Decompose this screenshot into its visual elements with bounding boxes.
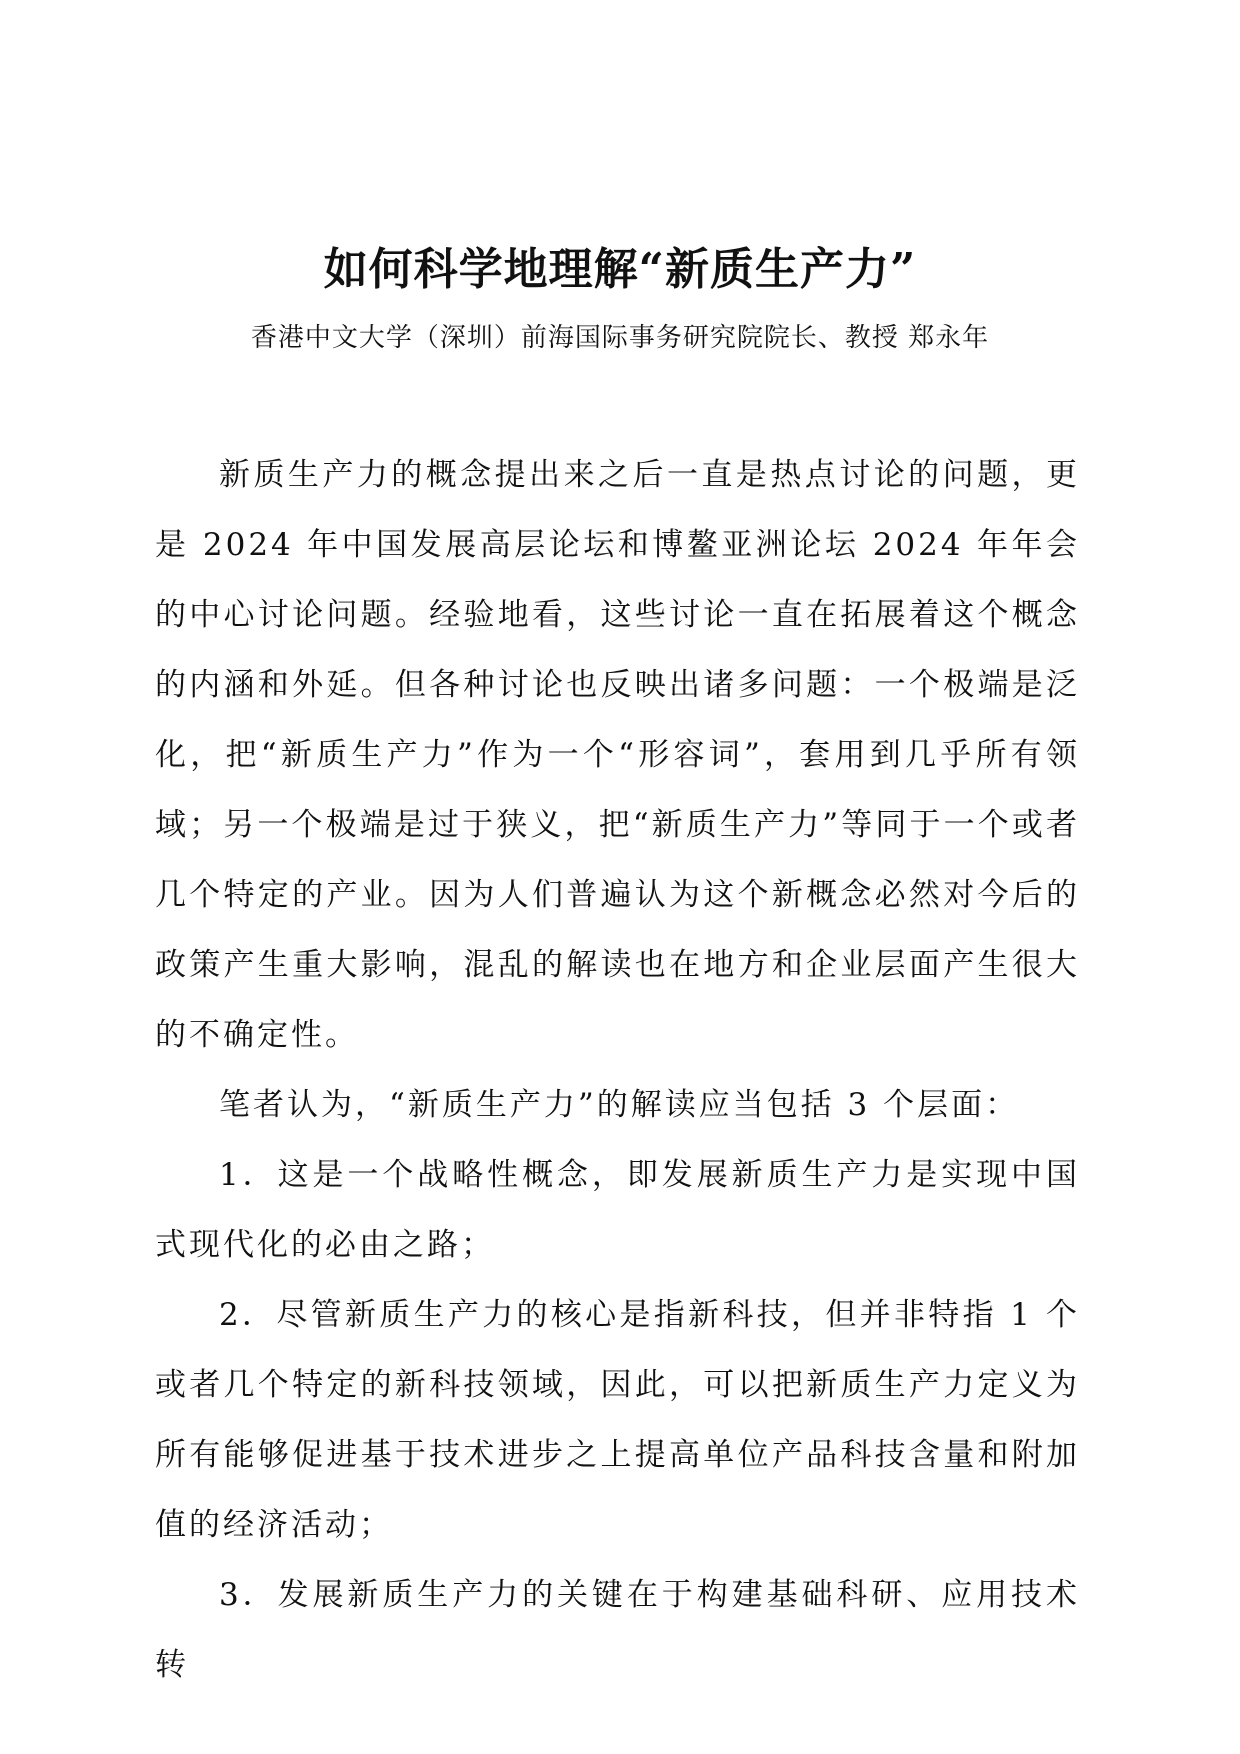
list-item-3: 3．发展新质生产力的关键在于构建基础科研、应用技术转 xyxy=(155,1577,1080,1683)
author-byline: 香港中文大学（深圳）前海国际事务研究院院长、教授 郑永年 xyxy=(250,323,990,353)
list-item-1: 1．这是一个战略性概念，即发展新质生产力是实现中国式现代化的必由之路； xyxy=(155,1157,1080,1263)
article-title: 如何科学地理解“新质生产力” xyxy=(323,244,917,295)
paragraph-thesis: 笔者认为，“新质生产力”的解读应当包括 3 个层面： xyxy=(219,1087,1020,1123)
list-item-2: 2．尽管新质生产力的核心是指新科技，但并非特指 1 个或者几个特定的新科技领域，因此，可以把新质生产力定义为所有能够促进基于技术进步之上提高单位产品科技含量和附加值的经济活动； xyxy=(155,1297,1080,1543)
paragraph-intro: 新质生产力的概念提出来之后一直是热点讨论的问题，更是 2024 年中国发展高层论坛和博鳌亚洲论坛 2024 年年会的中心讨论问题。经验地看，这些讨论一直在拓展着这个概念的内涵和外延。但各种讨论也反映出诸多问题：一个极端是泛化，把“新质生产力”作为一个“形容词”，套用到几乎所有领域；另一个极端是过于狭义，把“新质生产力”等同于一个或者几个特定的产业。因为人们普遍认为这个新概念必然对今后的政策产生重大影响，混乱的解读也在地方和企业层面产生很大的不确定性。 xyxy=(155,457,1080,1053)
article-body xyxy=(155,440,1080,1700)
